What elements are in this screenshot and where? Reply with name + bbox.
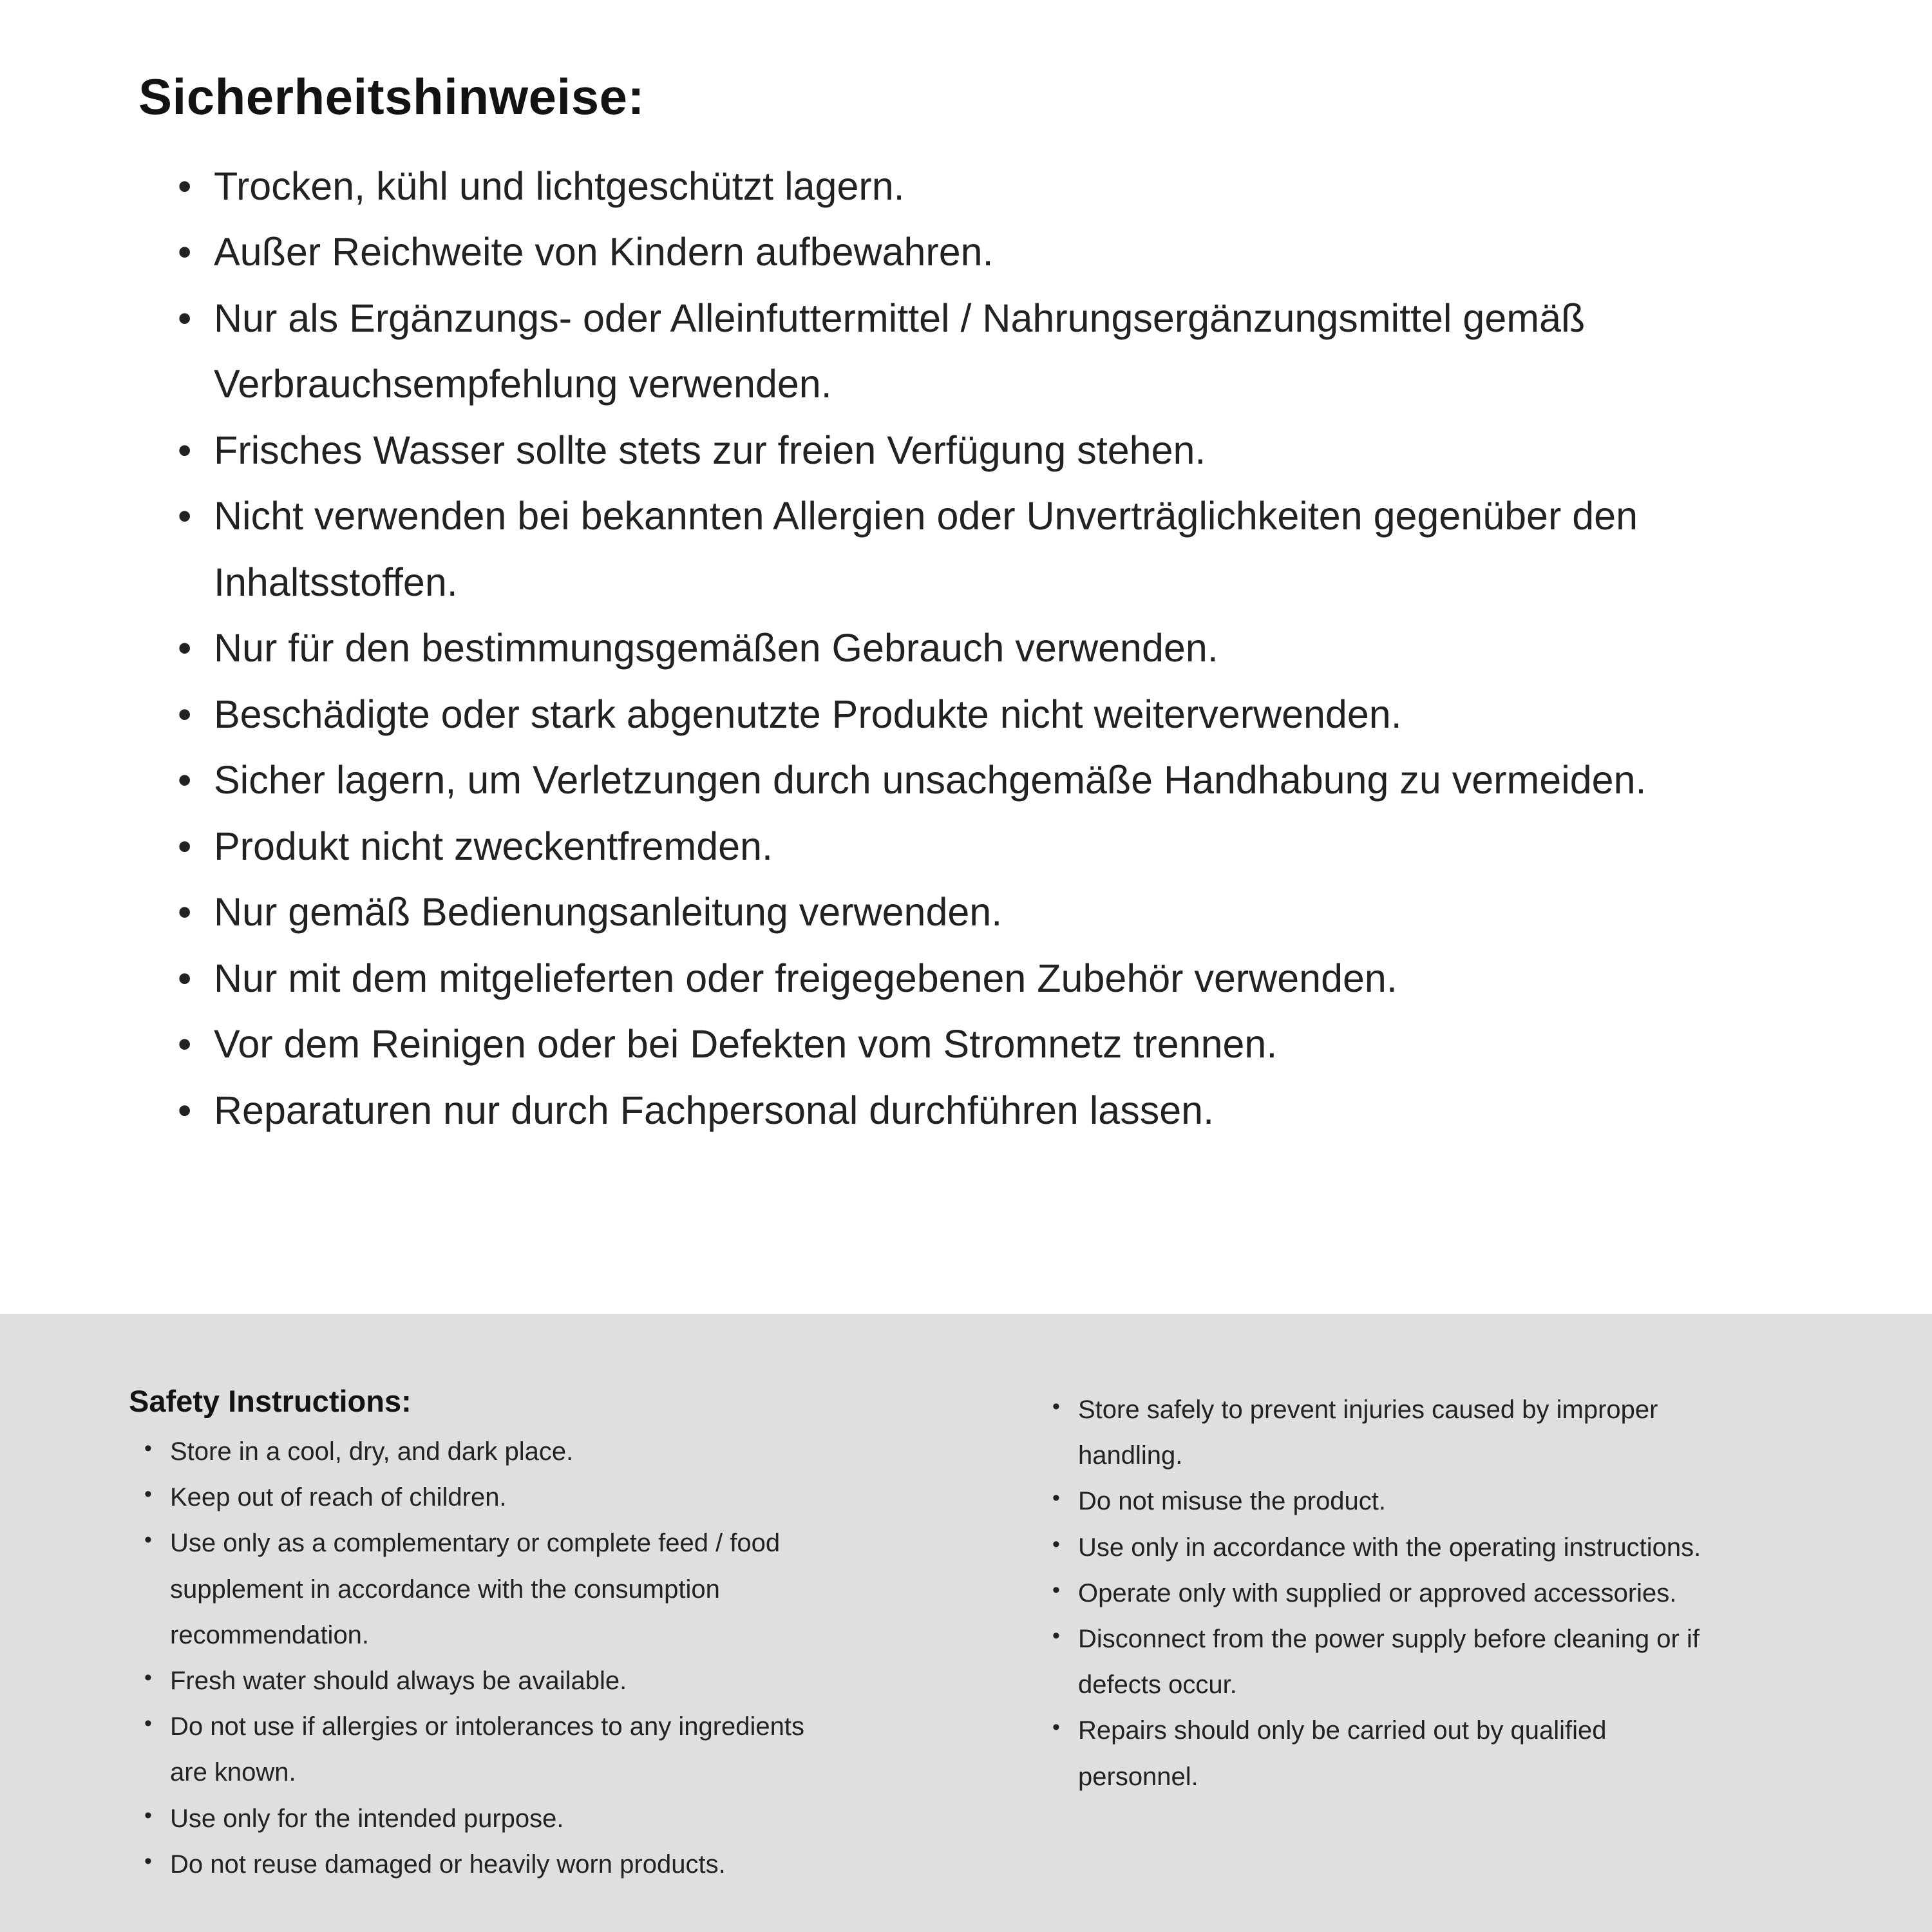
list-item: • Außer Reichweite von Kindern aufbewahren. (174, 219, 1695, 285)
list-item: • Beschädigte oder stark abgenutzte Produkte nicht weiterverwenden. (174, 681, 1695, 747)
list-item: • Do not misuse the product. (1048, 1479, 1718, 1524)
english-title: Safety Instructions: (129, 1384, 412, 1418)
list-item: • Sicher lagern, um Verletzungen durch unsachgemäße Handhabung zu vermeiden. (174, 747, 1695, 813)
english-section (0, 1314, 1932, 1932)
english-right-column (1037, 1383, 1861, 1800)
list-item: • Nur für den bestimmungsgemäßen Gebrauch verwenden. (174, 615, 1695, 681)
list-item: • Store safely to prevent injuries caused by improper handling. (1048, 1387, 1718, 1479)
list-item: • Repairs should only be carried out by qualified personnel. (1048, 1708, 1718, 1799)
list-item: • Trocken, kühl und lichtgeschützt lagern. (174, 153, 1695, 219)
list-item: • Do not reuse damaged or heavily worn products. (140, 1842, 829, 1888)
list-item: • Use only for the intended purpose. (140, 1796, 829, 1842)
list-item: • Store in a cool, dry, and dark place. (140, 1429, 829, 1475)
german-title: Sicherheitshinweise: (138, 68, 645, 125)
list-item: • Do not use if allergies or intolerances to any ingredients are known. (140, 1704, 829, 1795)
english-right-list (1048, 1387, 1718, 1800)
english-left-column (129, 1383, 998, 1888)
german-list (174, 153, 1695, 1143)
list-item: • Vor dem Reinigen oder bei Defekten vom Stromnetz trennen. (174, 1011, 1695, 1077)
list-item: • Operate only with supplied or approved accessories. (1048, 1571, 1718, 1616)
list-item: • Nur als Ergänzungs- oder Alleinfuttermittel / Nahrungsergänzungsmittel gemäß Verbrauchsempfehlung verwenden. (174, 285, 1695, 417)
list-item: • Keep out of reach of children. (140, 1475, 829, 1520)
list-item: • Produkt nicht zweckentfremden. (174, 813, 1695, 879)
list-item: • Nicht verwenden bei bekannten Allergien oder Unverträglichkeiten gegenüber den Inhaltsstoffen. (174, 483, 1695, 615)
list-item: • Nur mit dem mitgelieferten oder freigegebenen Zubehör verwenden. (174, 945, 1695, 1011)
list-item: • Nur gemäß Bedienungsanleitung verwenden. (174, 879, 1695, 945)
list-item: • Fresh water should always be available. (140, 1658, 829, 1704)
english-left-list (140, 1429, 829, 1888)
list-item: • Frisches Wasser sollte stets zur freien Verfügung stehen. (174, 417, 1695, 483)
list-item: • Use only as a complementary or complete feed / food supplement in accordance with the consumption recommendation. (140, 1520, 829, 1658)
list-item: • Use only in accordance with the operating instructions. (1048, 1525, 1718, 1571)
list-item: • Disconnect from the power supply before cleaning or if defects occur. (1048, 1616, 1718, 1708)
list-item: • Reparaturen nur durch Fachpersonal durchführen lassen. (174, 1077, 1695, 1143)
